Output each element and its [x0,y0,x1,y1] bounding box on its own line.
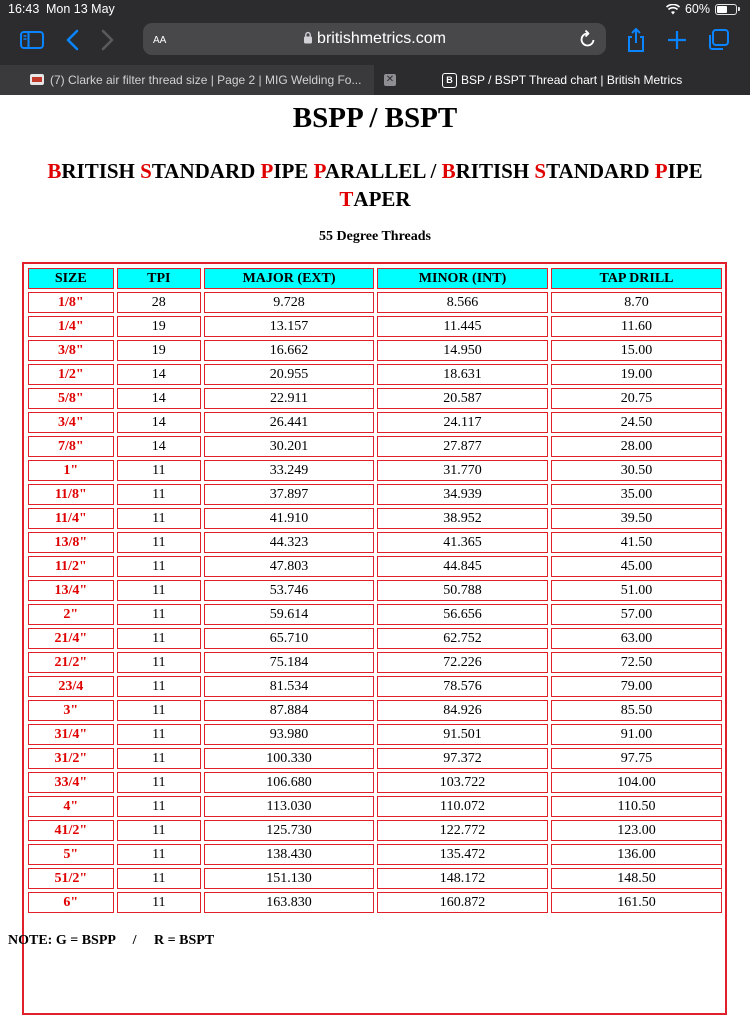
table-cell: 11 [117,796,201,817]
wifi-icon [666,4,680,15]
thread-table [25,265,725,916]
table-row [28,508,722,529]
table-cell: 65.710 [204,628,374,649]
table-cell: 8.70 [551,292,722,313]
table-cell: 20.587 [377,388,548,409]
table-cell: 13/8" [28,532,114,553]
table-row [28,796,722,817]
table-cell: 4" [28,796,114,817]
table-row [28,772,722,793]
table-row [28,364,722,385]
table-cell: 1/4" [28,316,114,337]
table-cell: 50.788 [377,580,548,601]
table-cell: 84.926 [377,700,548,721]
table-cell: 110.072 [377,796,548,817]
subtitle-part: RITISH [455,159,535,183]
table-cell: 148.172 [377,868,548,889]
page-title: BSPP / BSPT [292,102,458,134]
table-cell: 53.746 [204,580,374,601]
table-cell: 51.00 [551,580,722,601]
text-size-label: AA [153,35,167,46]
table-cell: 3" [28,700,114,721]
table-cell: 104.00 [551,772,722,793]
table-cell: 110.50 [551,796,722,817]
table-cell: 11 [117,676,201,697]
table-cell: 15.00 [551,340,722,361]
table-cell: 19 [117,316,201,337]
table-cell: 44.845 [377,556,548,577]
table-cell: 45.00 [551,556,722,577]
table-row [28,892,722,913]
table-cell: 11 [117,700,201,721]
subtitle-part: IPE [273,159,314,183]
table-cell: 24.50 [551,412,722,433]
table-cell: 35.00 [551,484,722,505]
table-row [28,748,722,769]
table-row [28,844,722,865]
battery-tip [738,7,740,11]
table-cell: 11 [117,580,201,601]
table-cell: 11 [117,556,201,577]
table-cell: 33/4" [28,772,114,793]
table-cell: 33.249 [204,460,374,481]
table-row [28,412,722,433]
table-cell: 14 [117,388,201,409]
table-row [28,820,722,841]
new-tab-icon[interactable] [663,26,691,54]
table-cell: 11 [117,532,201,553]
table-row [28,652,722,673]
table-row [28,580,722,601]
column-header: TAP DRILL [551,268,722,289]
table-cell: 62.752 [377,628,548,649]
table-cell: 14 [117,412,201,433]
table-cell: 21/2" [28,652,114,673]
table-cell: 20.75 [551,388,722,409]
table-cell: 34.939 [377,484,548,505]
column-header: SIZE [28,268,114,289]
table-cell: 78.576 [377,676,548,697]
table-cell: 27.877 [377,436,548,457]
table-cell: 8.566 [377,292,548,313]
table-cell: 22.911 [204,388,374,409]
table-cell: 79.00 [551,676,722,697]
table-row [28,676,722,697]
status-time: 16:43 [8,2,40,16]
table-cell: 30.201 [204,436,374,457]
table-cell: 3/8" [28,340,114,361]
forum-favicon-icon [30,74,44,85]
table-cell: 13/4" [28,580,114,601]
table-cell: 19 [117,340,201,361]
table-cell: 11 [117,892,201,913]
subtitle-part: P [654,159,668,183]
table-cell: 138.430 [204,844,374,865]
table-cell: 5/8" [28,388,114,409]
table-cell: 41/2" [28,820,114,841]
table-cell: 2" [28,604,114,625]
table-row [28,700,722,721]
table-cell: 28 [117,292,201,313]
subtitle-part: TANDARD [151,159,261,183]
table-cell: 136.00 [551,844,722,865]
table-cell: 11 [117,820,201,841]
table-row [28,388,722,409]
table-row [28,556,722,577]
table-cell: 39.50 [551,508,722,529]
table-row [28,340,722,361]
table-body [28,292,722,913]
table-cell: 161.50 [551,892,722,913]
browser-toolbar [0,20,750,62]
subtitle-part: P [260,159,274,183]
table-cell: 14 [117,364,201,385]
table-row [28,628,722,649]
table-cell: 11/4" [28,508,114,529]
table-cell: 160.872 [377,892,548,913]
table-cell: 72.50 [551,652,722,673]
table-cell: 51/2" [28,868,114,889]
tabs-overview-icon[interactable] [704,26,732,54]
table-cell: 97.75 [551,748,722,769]
table-cell: 5" [28,844,114,865]
column-header: TPI [117,268,201,289]
subtitle-part: S [140,159,152,183]
table-row [28,604,722,625]
table-cell: 57.00 [551,604,722,625]
forward-icon[interactable] [94,26,122,54]
site-favicon-icon: B [442,73,457,88]
table-cell: 103.722 [377,772,548,793]
tab-british-metrics[interactable] [375,65,750,95]
table-cell: 91.00 [551,724,722,745]
table-cell: 63.00 [551,628,722,649]
subtitle-part: B [47,159,62,183]
table-cell: 87.884 [204,700,374,721]
table-cell: 123.00 [551,820,722,841]
table-cell: 11.60 [551,316,722,337]
table-row [28,316,722,337]
table-cell: 1" [28,460,114,481]
table-header-row [28,268,722,289]
table-row [28,532,722,553]
close-tab-icon[interactable]: ✕ [385,74,395,85]
table-cell: 113.030 [204,796,374,817]
table-cell: 31/2" [28,748,114,769]
table-cell: 11 [117,628,201,649]
url-display[interactable] [143,30,606,48]
tab-bar [0,65,750,95]
table-cell: 26.441 [204,412,374,433]
subtitle-part: IPE [667,159,703,183]
table-cell: 1/2" [28,364,114,385]
table-cell: 3/4" [28,412,114,433]
table-row [28,868,722,889]
table-cell: 11/8" [28,484,114,505]
column-header: MINOR (INT) [377,268,548,289]
table-cell: 9.728 [204,292,374,313]
table-cell: 28.00 [551,436,722,457]
status-date: Mon 13 May [46,2,115,16]
table-cell: 148.50 [551,868,722,889]
table-cell: 7/8" [28,436,114,457]
table-cell: 122.772 [377,820,548,841]
table-cell: 31/4" [28,724,114,745]
table-cell: 106.680 [204,772,374,793]
table-cell: 56.656 [377,604,548,625]
table-cell: 135.472 [377,844,548,865]
lock-icon [303,31,313,44]
table-cell: 81.534 [204,676,374,697]
table-cell: 93.980 [204,724,374,745]
table-cell: 20.955 [204,364,374,385]
table-cell: 72.226 [377,652,548,673]
subtitle-part: ARALLEL / [324,159,442,183]
page-subtitle [18,157,732,213]
reload-icon[interactable] [579,29,597,54]
table-cell: 44.323 [204,532,374,553]
table-cell: 163.830 [204,892,374,913]
table-cell: 11 [117,844,201,865]
table-cell: 11 [117,508,201,529]
table-cell: 11/2" [28,556,114,577]
subtitle-part: T [339,187,354,211]
tab-label: (7) Clarke air filter thread size | Page 2 | MIG Welding Fo... [50,73,362,87]
subtitle-part: RITISH [61,159,141,183]
battery-icon [715,4,737,15]
table-cell: 11.445 [377,316,548,337]
table-cell: 23/4 [28,676,114,697]
url-text: britishmetrics.com [317,30,446,47]
table-cell: 13.157 [204,316,374,337]
table-cell: 59.614 [204,604,374,625]
table-cell: 125.730 [204,820,374,841]
table-cell: 14.950 [377,340,548,361]
table-cell: 41.50 [551,532,722,553]
table-cell: 24.117 [377,412,548,433]
table-cell: 11 [117,772,201,793]
table-cell: 11 [117,652,201,673]
table-cell: 31.770 [377,460,548,481]
table-cell: 151.130 [204,868,374,889]
share-icon[interactable] [622,26,650,54]
status-right [666,2,740,16]
table-row [28,436,722,457]
column-header: MAJOR (EXT) [204,268,374,289]
battery-level [717,6,727,13]
table-cell: 11 [117,460,201,481]
degree-label: 55 Degree Threads [319,229,431,244]
table-cell: 85.50 [551,700,722,721]
table-cell: 41.910 [204,508,374,529]
table-cell: 19.00 [551,364,722,385]
table-cell: 11 [117,724,201,745]
back-icon[interactable] [58,26,86,54]
tab-mig-welding[interactable] [0,65,374,95]
table-cell: 11 [117,868,201,889]
table-row [28,724,722,745]
table-row [28,292,722,313]
table-cell: 38.952 [377,508,548,529]
note-text: NOTE: G = BSPP / R = BSPT [8,933,215,948]
table-cell: 30.50 [551,460,722,481]
sidebar-icon[interactable] [18,26,46,54]
table-cell: 11 [117,484,201,505]
table-cell: 37.897 [204,484,374,505]
table-cell: 14 [117,436,201,457]
table-cell: 16.662 [204,340,374,361]
table-row [28,460,722,481]
table-cell: 6" [28,892,114,913]
subtitle-part: TANDARD [546,159,655,183]
subtitle-part: APER [353,187,411,211]
table-cell: 11 [117,748,201,769]
table-cell: 97.372 [377,748,548,769]
table-cell: 1/8" [28,292,114,313]
table-cell: 21/4" [28,628,114,649]
thread-table-frame [22,262,727,1015]
subtitle-part: P [313,159,325,183]
table-cell: 41.365 [377,532,548,553]
table-cell: 91.501 [377,724,548,745]
table-cell: 47.803 [204,556,374,577]
browser-chrome [0,0,750,95]
subtitle-part: B [441,159,456,183]
battery-percent: 60% [684,2,710,16]
table-cell: 100.330 [204,748,374,769]
table-cell: 11 [117,604,201,625]
tab-label: BSP / BSPT Thread chart | British Metrics [461,73,683,87]
page-content [0,95,750,1000]
status-bar [0,0,750,20]
table-cell: 75.184 [204,652,374,673]
subtitle-part: S [534,159,547,183]
table-row [28,484,722,505]
address-bar[interactable] [143,23,606,55]
table-cell: 18.631 [377,364,548,385]
